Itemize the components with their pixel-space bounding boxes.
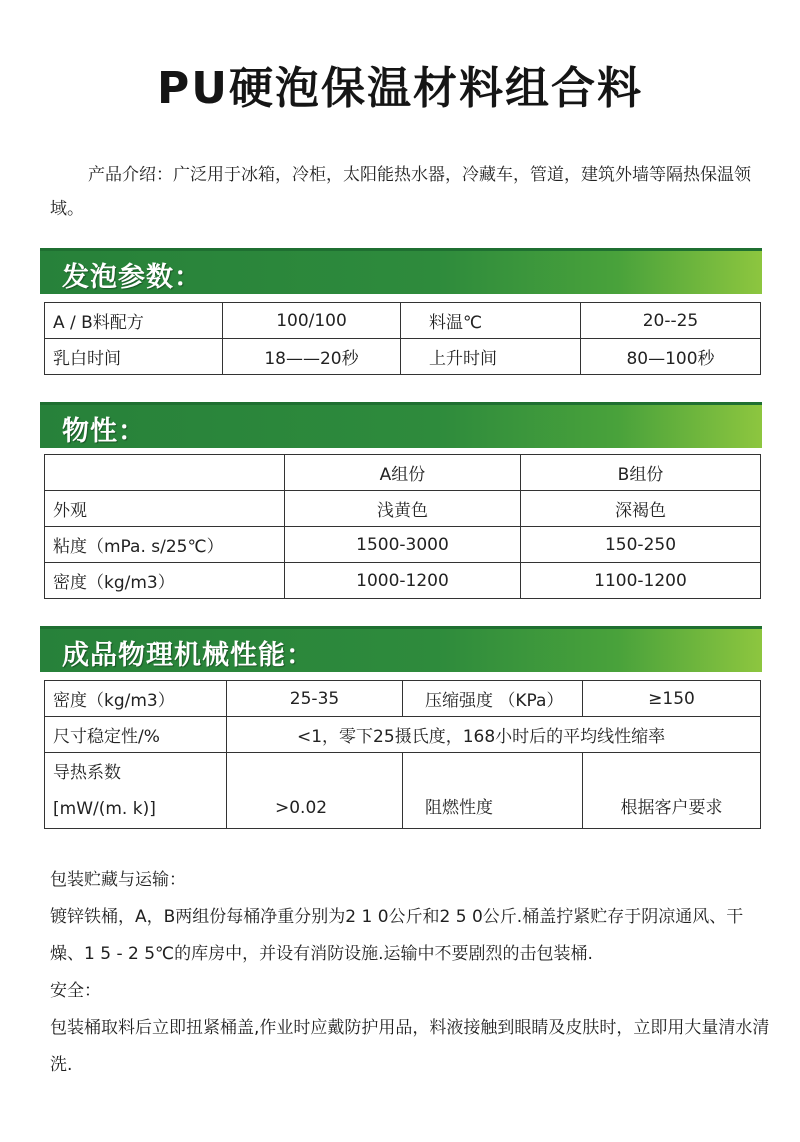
foaming-params-table	[44, 302, 761, 375]
packaging-heading: 包装贮藏与运输：	[50, 870, 186, 890]
notes-block	[50, 862, 770, 1084]
table-header-row	[45, 455, 761, 491]
table-cell: 20--25	[581, 303, 761, 339]
table-cell: 压缩强度 （KPa）	[403, 681, 583, 717]
mechanical-section-title: 成品物理机械性能：	[62, 640, 314, 671]
thermal-conductivity-label: 导热系数	[53, 762, 121, 783]
table-cell: A / B料配方	[45, 303, 223, 339]
product-intro: 产品介绍：广泛用于冰箱，冷柜，太阳能热水器，冷藏车，管道，建筑外墙等隔热保温领域。	[50, 165, 751, 219]
safety-heading: 安全：	[50, 981, 101, 1001]
table-row	[45, 491, 761, 527]
table-header-cell: B组份	[521, 455, 761, 491]
thermal-conductivity-unit: [mW/(m. k)]	[53, 798, 156, 819]
table-cell	[45, 753, 227, 829]
table-row	[45, 681, 761, 717]
table-cell: 上升时间	[401, 339, 581, 375]
page-title: PU硬泡保温材料组合料	[157, 63, 643, 114]
table-cell: 尺寸稳定性/%	[45, 717, 227, 753]
table-row	[45, 563, 761, 599]
table-cell: 深褐色	[521, 491, 761, 527]
table-cell: 密度（kg/m3）	[45, 681, 227, 717]
safety-text: 包装桶取料后立即扭紧桶盖,作业时应戴防护用品，料液接触到眼睛及皮肤时，立即用大量清水清洗.	[50, 1018, 770, 1075]
table-row	[45, 527, 761, 563]
table-cell: ≥150	[583, 681, 761, 717]
mechanical-table	[44, 680, 761, 829]
table-cell: 1000-1200	[285, 563, 521, 599]
table-cell: 18——20秒	[223, 339, 401, 375]
foaming-section-title: 发泡参数：	[62, 262, 202, 293]
table-cell: 150-250	[521, 527, 761, 563]
table-cell: 100/100	[223, 303, 401, 339]
table-cell: 浅黄色	[285, 491, 521, 527]
table-cell: 1500-3000	[285, 527, 521, 563]
table-row	[45, 717, 761, 753]
table-cell: 80—100秒	[581, 339, 761, 375]
table-cell: 外观	[45, 491, 285, 527]
properties-section-title: 物性：	[62, 416, 146, 447]
packaging-text: 镀锌铁桶，A，B两组份每桶净重分别为2 1 0公斤和2 5 0公斤.桶盖拧紧贮存于阴凉通风、干燥、1 5 - 2 5℃的库房中，并设有消防设施.运输中不要剧烈的击包装桶.	[50, 907, 744, 964]
table-header-cell	[45, 455, 285, 491]
table-cell: 1100-1200	[521, 563, 761, 599]
table-header-cell: A组份	[285, 455, 521, 491]
table-cell: 乳白时间	[45, 339, 223, 375]
table-cell: 料温℃	[401, 303, 581, 339]
table-row	[45, 339, 761, 375]
table-cell: 阻燃性度	[403, 753, 583, 829]
table-cell: 密度（kg/m3）	[45, 563, 285, 599]
table-row	[45, 303, 761, 339]
properties-section-header	[40, 402, 762, 448]
properties-table	[44, 454, 761, 599]
table-cell: >0.02	[227, 753, 403, 829]
table-cell: 根据客户要求	[583, 753, 761, 829]
mechanical-section-header	[40, 626, 762, 672]
table-cell: 粘度（mPa. s/25℃）	[45, 527, 285, 563]
foaming-section-header	[40, 248, 762, 294]
table-cell: 25-35	[227, 681, 403, 717]
table-row	[45, 753, 761, 829]
table-cell: <1，零下25摄氏度，168小时后的平均线性缩率	[227, 717, 761, 753]
